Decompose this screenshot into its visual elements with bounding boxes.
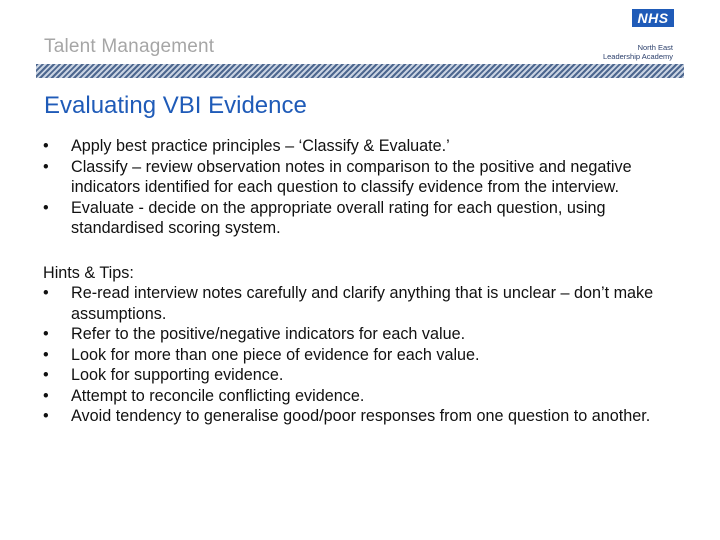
- hints-bullet-list: [43, 283, 683, 427]
- bullet-item: • Classify – review observation notes in comparison to the positive and negative indicators identified for each question to classify evidence from the interview.: [43, 157, 683, 198]
- header-title: Talent Management: [44, 36, 215, 57]
- hints-heading: Hints & Tips:: [43, 263, 134, 282]
- slide-content: [43, 136, 683, 427]
- org-name: [603, 43, 673, 61]
- main-bullet-list: [43, 136, 683, 239]
- org-name-line-2: Leadership Academy: [602, 52, 673, 61]
- bullet-item: • Evaluate - decide on the appropriate overall rating for each question, using standardised scoring system.: [43, 198, 683, 239]
- hint-item: • Re-read interview notes carefully and clarify anything that is unclear – don’t make assumptions.: [43, 283, 683, 324]
- hint-item: • Avoid tendency to generalise good/poor responses from one question to another.: [43, 406, 683, 427]
- nhs-logo: NHS: [632, 9, 674, 27]
- bullet-item: • Apply best practice principles – ‘Classify & Evaluate.’: [43, 136, 683, 157]
- hint-item: • Refer to the positive/negative indicators for each value.: [43, 324, 683, 345]
- hint-item: • Look for more than one piece of evidence for each value.: [43, 345, 683, 366]
- decorative-stripe-bar: [36, 64, 684, 78]
- org-name-line-1: North East: [637, 43, 673, 52]
- hint-item: • Look for supporting evidence.: [43, 365, 683, 386]
- hint-item: • Attempt to reconcile conflicting evidence.: [43, 386, 683, 407]
- slide-title: Evaluating VBI Evidence: [44, 92, 307, 119]
